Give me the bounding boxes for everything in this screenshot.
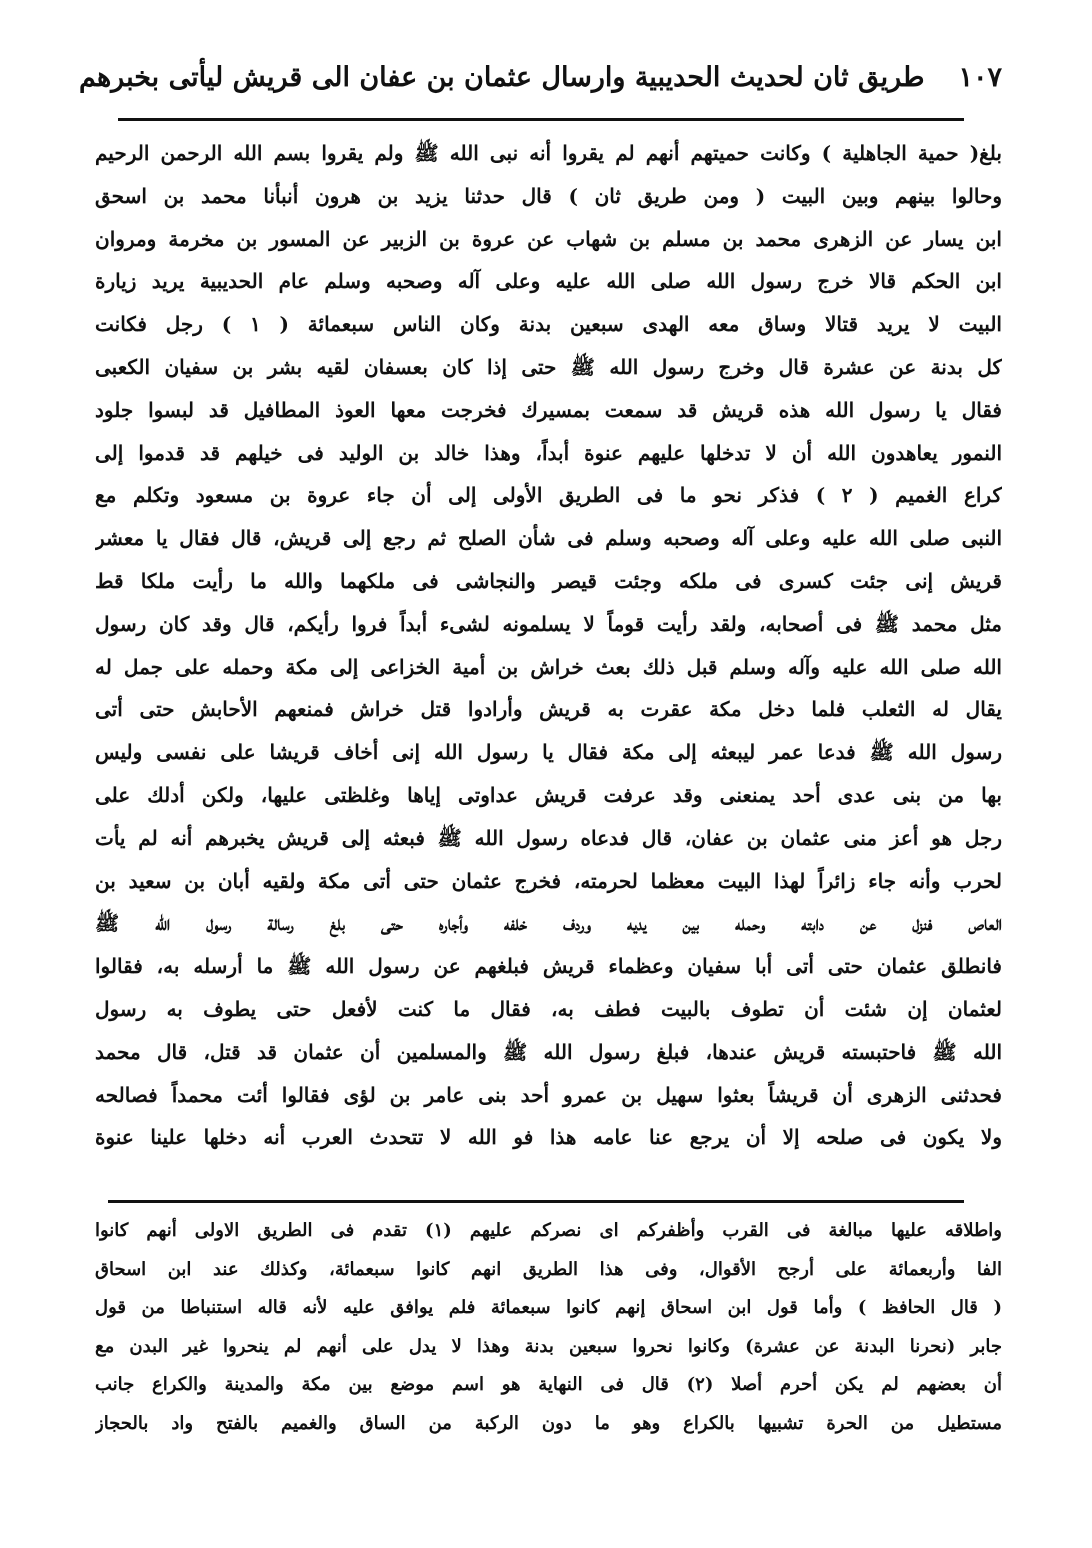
- footnote-line: أن بعضهم لم يكن أحرم أصلا (٢) قال فى النهاية هو اسم موضع بين مكة والمدينة والكراع جانب: [95, 1374, 1002, 1395]
- text-line: يقال له الثعلب فلما دخل مكة عقرت به قريش وأرادوا قتل خراش فمنعهم الأحابش حتى أتى: [95, 697, 1002, 722]
- text-line: العاص فنزل عن دابته وحمله بين يديه وردف خلفه وأجاره حتى بلغ رسالة رسول الله ﷺ: [95, 911, 1002, 936]
- header-rule: [118, 118, 964, 121]
- text-line: ابن يسار عن الزهرى محمد بن مسلم بن شهاب عن عروة بن الزبير عن المسور بن مخرمة ومروان: [95, 226, 1002, 251]
- running-title: طريق ثان لحديث الحديبية وارسال عثمان بن عفان الى قريش ليأتى بخبرهم: [78, 61, 925, 93]
- text-line: وحالوا بينهم وبين البيت ( ومن طريق ثان ) قال حدثنا يزيد بن هرون أنبأنا محمد بن اسحق: [95, 183, 1002, 208]
- text-line: الله صلى الله عليه وآله وسلم قبل ذلك بعث خراش بن أمية الخزاعى إلى مكة وحمله على جمل له: [95, 654, 1002, 679]
- text-line: ابن الحكم قالا خرج رسول الله صلى الله عليه وعلى آله وصحبه وسلم عام الحديبية يريد زيارة: [95, 269, 1002, 294]
- text-line: رسول الله ﷺ فدعا عمر ليبعثه إلى مكة فقال يا رسول الله إنى أخاف قريشا على نفسى وليس: [95, 740, 1002, 765]
- text-line: فحدثنى الزهرى أن قريشاً بعثوا سهيل بن عمرو أحد بنى عامر بن لؤى فقالوا أئت محمداً فصالحه: [95, 1082, 1002, 1107]
- footnote-rule: [108, 1200, 964, 1203]
- text-line: الله ﷺ فاحتبسته قريش عندها، فبلغ رسول الله ﷺ والمسلمين أن عثمان قد قتل، قال محمد: [95, 1039, 1002, 1064]
- text-line: بها من بنى عدى أحد يمنعنى وقد عرفت قريش عداوتى إياها وغلظتى عليها، ولكن أدلك على: [95, 782, 1002, 807]
- text-line: لعثمان إن شئت أن تطوف بالبيت فطف به، فقال ما كنت لأفعل حتى يطوف به رسول: [95, 996, 1002, 1021]
- text-line: لحرب وأنه جاء زائراً لهذا البيت معظما لحرمته، فخرج عثمان حتى أتى مكة ولقيه أبان بن سعيد بن: [95, 868, 1002, 893]
- page-header: [78, 44, 1002, 110]
- page-number: ١٠٧: [958, 61, 1002, 93]
- text-line: رجل هو أعز منى عثمان بن عفان، قال فدعاه رسول الله ﷺ فبعثه إلى قريش يخبرهم أنه لم يأت: [95, 825, 1002, 850]
- text-line: فقال يا رسول الله هذه قريش قد سمعت بمسيرك فخرجت معها العوذ المطافيل قد لبسوا جلود: [95, 397, 1002, 422]
- text-line: ولا يكون فى صلحه إلا أن يرجع عنا عامه هذا فو الله لا تتحدث العرب أنه دخلها علينا عنوة: [95, 1125, 1002, 1150]
- footnotes: [95, 1212, 1002, 1443]
- text-line: النبى صلى الله عليه وعلى آله وصحبه وسلم فى شأن الصلح ثم رجع إلى قريش، قال فقال يا معشر: [95, 526, 1002, 551]
- text-line: كل بدنة عن عشرة قال وخرج رسول الله ﷺ حتى إذا كان بعسفان لقيه بشر بن سفيان الكعبى: [95, 354, 1002, 379]
- main-text: [95, 132, 1002, 1159]
- text-line: فانطلق عثمان حتى أتى أبا سفيان وعظماء قريش فبلغهم عن رسول الله ﷺ ما أرسله به، فقالوا: [95, 954, 1002, 979]
- text-line: البيت لا يريد قتالا وساق معه الهدى سبعين بدنة وكان الناس سبعمائة ( ١ ) رجل فكانت: [95, 312, 1002, 337]
- footnote-line: واطلاقه عليها مبالغة فى القرب وأظفركم اى نصركم عليهم (١) تقدم فى الطريق الاولى أنهم كانوا: [95, 1220, 1002, 1241]
- text-line: قريش إنى جئت كسرى فى ملكه وجئت قيصر والنجاشى فى ملكهما والله ما رأيت ملكا قط: [95, 568, 1002, 593]
- footnote-line: ( قال الحافظ ) وأما قول ابن اسحاق إنهم كانوا سبعمائة فلم يوافق عليه لأنه قاله استنباطا من قول: [95, 1297, 1002, 1318]
- text-line: النمور يعاهدون الله أن لا تدخلها عليهم عنوة أبداً، وهذا خالد بن الوليد فى خيلهم قد قدموا إلى: [95, 440, 1002, 465]
- text-line: كراع الغميم ( ٢ ) فذكر نحو ما فى الطريق الأولى إلى أن جاء عروة بن مسعود وتكلم مع: [95, 483, 1002, 508]
- text-line: مثل محمد ﷺ فى أصحابه، ولقد رأيت قوماً لا يسلمونه لشىء أبداً فروا رأيكم، قال وقد كان رسول: [95, 611, 1002, 636]
- footnote-line: الفا وأربعمائة على أرجح الأقوال، وفى هذا الطريق انهم كانوا سبعمائة، وكذلك عند ابن اسحاق: [95, 1258, 1002, 1280]
- footnote-line: جابر (نحرنا البدنة عن عشرة) وكانوا نحروا سبعين بدنة وهذا لا يدل على أنهم لم ينحروا غير البدن مع: [95, 1335, 1002, 1357]
- text-line: بلغ( حمية الجاهلية ) وكانت حميتهم أنهم لم يقروا أنه نبى الله ﷺ ولم يقروا بسم الله الرحمن الرحيم: [95, 141, 1002, 165]
- footnote-line: مستطيل من الحرة تشبيها بالكراع وهو ما دون الركبة من الساق والغميم بالفتح واد بالحجاز: [95, 1412, 1002, 1434]
